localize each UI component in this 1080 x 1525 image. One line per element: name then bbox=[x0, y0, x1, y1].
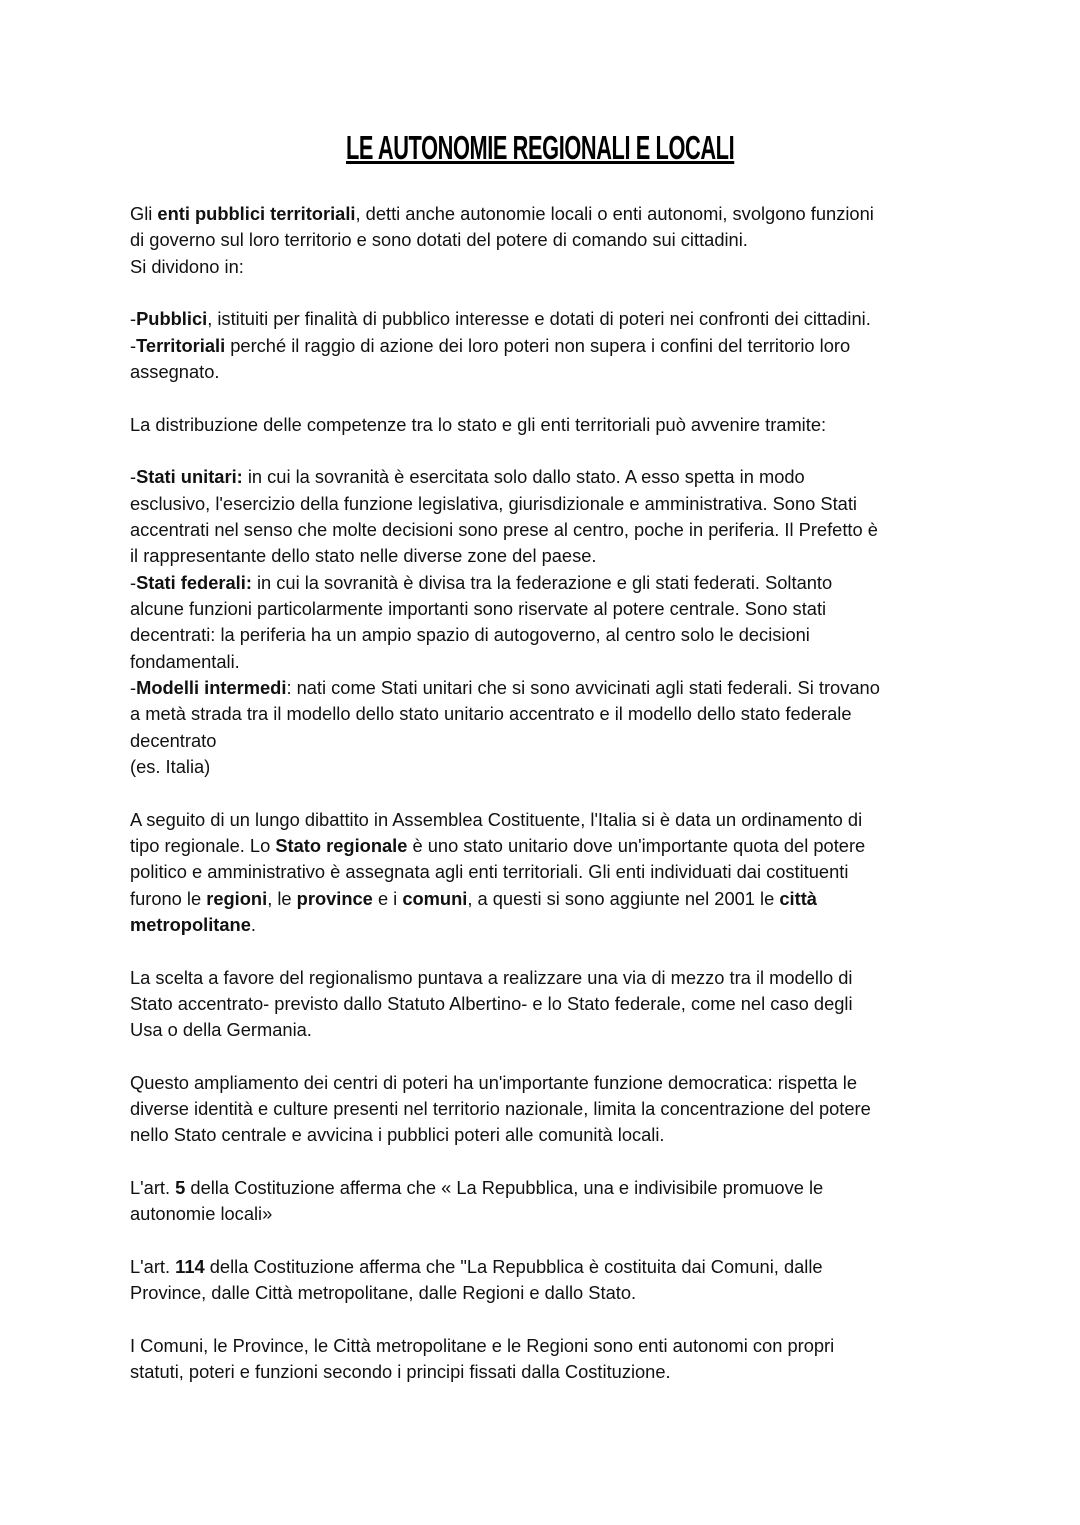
bold-term: 5 bbox=[175, 1177, 186, 1199]
text-line bbox=[130, 886, 1060, 912]
text-segment: diverse identità e culture presenti nel territorio nazionale, limita la concentrazione del potere bbox=[130, 1098, 871, 1120]
text-line bbox=[130, 596, 1060, 622]
text-line bbox=[130, 1122, 1060, 1148]
bold-term: Stato regionale bbox=[275, 834, 408, 856]
text-segment: (es. Italia) bbox=[130, 755, 211, 777]
text-line bbox=[130, 517, 1060, 543]
text-line bbox=[130, 254, 1060, 280]
text-line bbox=[130, 754, 1060, 780]
text-segment: accentrati nel senso che molte decisioni sono prese al centro, poche in periferia. Il Prefetto è bbox=[130, 518, 878, 540]
text-line bbox=[130, 1175, 1060, 1201]
text-segment: decentrati: la periferia ha un ampio spazio di autogoverno, al centro solo le decisioni bbox=[130, 624, 810, 646]
paragraph bbox=[130, 412, 1060, 438]
text-segment: , detti anche autonomie locali o enti autonomi, svolgono funzioni bbox=[355, 203, 874, 224]
text-segment: - bbox=[130, 334, 137, 356]
bold-term: 114 bbox=[175, 1256, 205, 1278]
text-segment: fondamentali. bbox=[130, 650, 240, 672]
bold-term: Stati unitari: bbox=[136, 466, 243, 488]
document-body bbox=[130, 201, 1060, 1412]
text-line bbox=[130, 991, 1060, 1017]
text-segment: - bbox=[130, 571, 137, 593]
text-segment: in cui la sovranità è divisa tra la federazione e gli stati federati. Soltanto bbox=[251, 571, 833, 593]
text-segment: , istituiti per finalità di pubblico interesse e dotati di poteri nei confronti dei cittadini. bbox=[207, 308, 871, 330]
text-segment: in cui la sovranità è esercitata solo dallo stato. A esso spetta in modo bbox=[242, 466, 805, 488]
paragraph bbox=[130, 201, 1060, 280]
text-segment: perché il raggio di azione dei loro poteri non supera i confini del territorio loro bbox=[225, 334, 851, 356]
text-line bbox=[130, 859, 1060, 885]
text-segment: esclusivo, l'esercizio della funzione legislativa, giurisdizionale e amministrativa. Sono Stati bbox=[130, 492, 857, 514]
text-segment: , a questi si sono aggiunte nel 2001 le bbox=[467, 887, 780, 909]
text-segment: Si dividono in: bbox=[130, 255, 244, 277]
text-line bbox=[130, 306, 1060, 332]
text-segment: Usa o della Germania. bbox=[130, 1019, 312, 1041]
text-line bbox=[130, 1359, 1060, 1385]
text-line bbox=[130, 333, 1060, 359]
text-line bbox=[130, 912, 1060, 938]
text-line bbox=[130, 649, 1060, 675]
text-line bbox=[130, 1254, 1060, 1280]
text-segment: A seguito di un lungo dibattito in Assemblea Costituente, l'Italia si è data un ordinamento di bbox=[130, 808, 863, 830]
text-segment: della Costituzione afferma che « La Repubblica, una e indivisibile promuove le bbox=[185, 1177, 824, 1199]
text-segment: L'art. bbox=[130, 1177, 176, 1199]
text-segment: furono le bbox=[130, 887, 207, 909]
text-line bbox=[130, 1017, 1060, 1043]
text-segment: - bbox=[130, 466, 137, 488]
text-segment: Province, dalle Città metropolitane, dalle Regioni e dallo Stato. bbox=[130, 1282, 637, 1304]
text-line bbox=[130, 622, 1060, 648]
text-line bbox=[130, 227, 1060, 253]
text-line bbox=[130, 412, 1060, 438]
text-segment: e i bbox=[372, 887, 403, 909]
text-segment: a metà strada tra il modello dello stato unitario accentrato e il modello dello stato federale bbox=[130, 703, 852, 725]
text-line bbox=[130, 1070, 1060, 1096]
text-line bbox=[130, 675, 1060, 701]
text-segment: assegnato. bbox=[130, 360, 220, 382]
text-line bbox=[130, 1333, 1060, 1359]
text-segment: di governo sul loro territorio e sono dotati del potere di comando sui cittadini. bbox=[130, 229, 748, 251]
text-line bbox=[130, 728, 1060, 754]
text-segment: statuti, poteri e funzioni secondo i principi fissati dalla Costituzione. bbox=[130, 1361, 671, 1383]
text-segment: tipo regionale. Lo bbox=[130, 834, 276, 856]
text-line bbox=[130, 543, 1060, 569]
bold-term: regioni bbox=[206, 887, 268, 909]
paragraph bbox=[130, 807, 1060, 939]
text-line bbox=[130, 1201, 1060, 1227]
text-segment: alcune funzioni particolarmente importanti sono riservate al potere centrale. Sono stati bbox=[130, 597, 827, 619]
text-segment: L'art. bbox=[130, 1256, 176, 1278]
page-title-container bbox=[0, 128, 1080, 168]
page-title: LE AUTONOMIE REGIONALI E LOCALI bbox=[345, 129, 735, 166]
bold-term: Territoriali bbox=[136, 334, 226, 356]
text-line bbox=[130, 965, 1060, 991]
text-line bbox=[130, 491, 1060, 517]
bold-term: enti pubblici territoriali bbox=[157, 203, 356, 224]
text-segment: è uno stato unitario dove un'importante quota del potere bbox=[407, 834, 866, 856]
text-line bbox=[130, 359, 1060, 385]
text-segment: - bbox=[130, 676, 137, 698]
text-segment: I Comuni, le Province, le Città metropolitane e le Regioni sono enti autonomi con propri bbox=[130, 1335, 835, 1357]
text-segment: - bbox=[130, 308, 137, 330]
paragraph bbox=[130, 1333, 1060, 1386]
text-segment: politico e amministrativo è assegnata agli enti territoriali. Gli enti individuati dai costituenti bbox=[130, 861, 849, 883]
paragraph bbox=[130, 965, 1060, 1044]
text-segment: . bbox=[250, 913, 256, 935]
paragraph bbox=[130, 464, 1060, 780]
paragraph bbox=[130, 306, 1060, 385]
text-segment: Gli bbox=[130, 203, 158, 224]
text-line bbox=[130, 1280, 1060, 1306]
text-line bbox=[130, 464, 1060, 490]
text-segment: nello Stato centrale e avvicina i pubblici poteri alle comunità locali. bbox=[130, 1124, 665, 1146]
bold-term: province bbox=[296, 887, 373, 909]
text-segment: della Costituzione afferma che "La Repubblica è costituita dai Comuni, dalle bbox=[204, 1256, 823, 1278]
text-line bbox=[130, 807, 1060, 833]
text-segment: , le bbox=[267, 887, 297, 909]
bold-term: città bbox=[779, 887, 817, 909]
bold-term: Modelli intermedi bbox=[136, 676, 287, 698]
text-segment: il rappresentante dello stato nelle diverse zone del paese. bbox=[130, 545, 597, 567]
bold-term: Stati federali: bbox=[136, 571, 252, 593]
text-line bbox=[130, 833, 1060, 859]
paragraph bbox=[130, 1254, 1060, 1307]
paragraph bbox=[130, 1070, 1060, 1149]
text-line bbox=[130, 570, 1060, 596]
bold-term: metropolitane bbox=[130, 913, 251, 935]
bold-term: Pubblici bbox=[136, 308, 208, 330]
text-segment: : nati come Stati unitari che si sono avvicinati agli stati federali. Si trovano bbox=[286, 676, 880, 698]
text-segment: decentrato bbox=[130, 729, 217, 751]
text-segment: La distribuzione delle competenze tra lo stato e gli enti territoriali può avvenire tramite: bbox=[130, 413, 827, 435]
text-segment: Questo ampliamento dei centri di poteri ha un'importante funzione democratica: rispetta le bbox=[130, 1071, 858, 1093]
text-segment: La scelta a favore del regionalismo puntava a realizzare una via di mezzo tra il modello di bbox=[130, 966, 853, 988]
text-segment: autonomie locali» bbox=[130, 1203, 273, 1225]
bold-term: comuni bbox=[402, 887, 468, 909]
text-line bbox=[130, 201, 1060, 227]
paragraph bbox=[130, 1175, 1060, 1228]
text-line bbox=[130, 1096, 1060, 1122]
text-segment: Stato accentrato- previsto dallo Statuto Albertino- e lo Stato federale, come nel caso degli bbox=[130, 992, 853, 1014]
text-line bbox=[130, 701, 1060, 727]
